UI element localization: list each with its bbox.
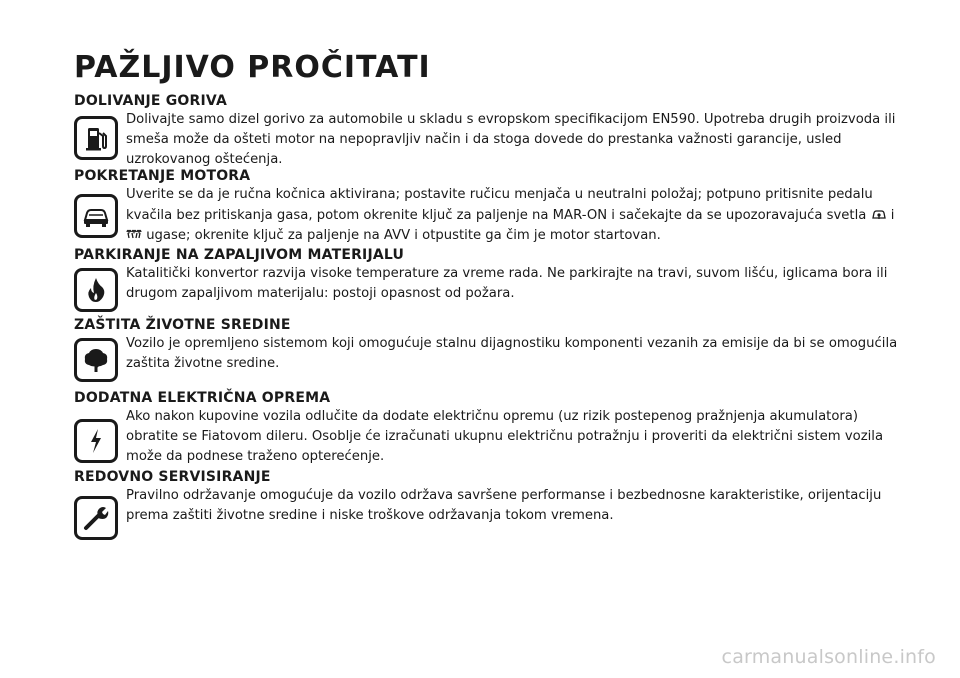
section-heading: PARKIRANJE NA ZAPALJIVOM MATERIJALU [74, 247, 405, 263]
section-heading: DOLIVANJE GORIVA [74, 93, 228, 109]
car-icon [74, 194, 118, 238]
section-servicing [74, 468, 904, 539]
section-row [74, 486, 904, 526]
wrench-icon [74, 496, 118, 540]
tree-icon [74, 338, 118, 382]
glow-plug-icon [126, 227, 142, 241]
section-heading: ZAŠTITA ŽIVOTNE SREDINE [74, 317, 291, 333]
section-text: Katalitički konvertor razvija visoke temperature za vreme rada. Ne parkirajte na travi, suvom lišću, iglicama bora ili drugom zapaljivom materijalu: postoji opasnost od požara. [126, 266, 888, 301]
section-electrical [74, 389, 904, 480]
section-parking [74, 246, 904, 317]
text-part: ugase; okrenite ključ za paljenje na AVV i otpustite ga čim je motor startovan. [146, 228, 661, 243]
section-row [74, 407, 904, 466]
fuel-pump-icon [74, 116, 118, 160]
flame-icon [74, 268, 118, 312]
page-title: PAŽLJIVO PROČITATI [74, 50, 431, 85]
text-part: Uverite se da je ručna kočnica aktivirana; postavite ručicu menjača u neutralni položaj; potpuno pritisnite pedalu kvačila bez pritiskanja gasa, potom okrenite ključ za paljenje na MAR-ON i sačekajte da se upozoravajuća svetla [126, 187, 873, 223]
watermark: carmanualsonline.info [721, 646, 936, 668]
section-row [74, 334, 904, 374]
immobilizer-warning-icon [871, 207, 887, 221]
section-text: Dolivajte samo dizel gorivo za automobile u skladu s evropskom specifikacijom EN590. Upotreba drugih proizvoda ili smeša može da ošteti motor na nepopravljiv način i da stoga dovede do prestanka važnosti garancije, usled uzrokovanog oštećenja. [126, 112, 896, 167]
section-text: Vozilo je opremljeno sistemom koji omogućuje stalnu dijagnostiku komponenti vezanih za emisije da bi se omogućila zaštita životne sredine. [126, 336, 898, 371]
lightning-icon [74, 419, 118, 463]
section-heading: POKRETANJE MOTORA [74, 168, 251, 184]
section-environment [74, 316, 904, 387]
section-heading: DODATNA ELEKTRIČNA OPREMA [74, 390, 331, 406]
section-text [126, 185, 904, 247]
section-text: Pravilno održavanje omogućuje da vozilo održava savršene performanse i bezbednosne karakteristike, orijentaciju prema zaštiti životne sredine i niske troškove održavanja tokom vremena. [126, 488, 882, 523]
section-row [74, 264, 904, 304]
section-row [74, 185, 904, 247]
section-heading: REDOVNO SERVISIRANJE [74, 469, 271, 485]
section-text: Ako nakon kupovine vozila odlučite da dodate električnu opremu (uz rizik postepenog pražnjenja akumulatora) obratite se Fiatovom dileru. Osoblje će izračunati ukupnu električnu potražnju i proveriti da električni sistem vozila može da podnese traženo opterećenje. [126, 409, 884, 464]
text-connector: i [890, 207, 895, 223]
section-row [74, 110, 904, 169]
